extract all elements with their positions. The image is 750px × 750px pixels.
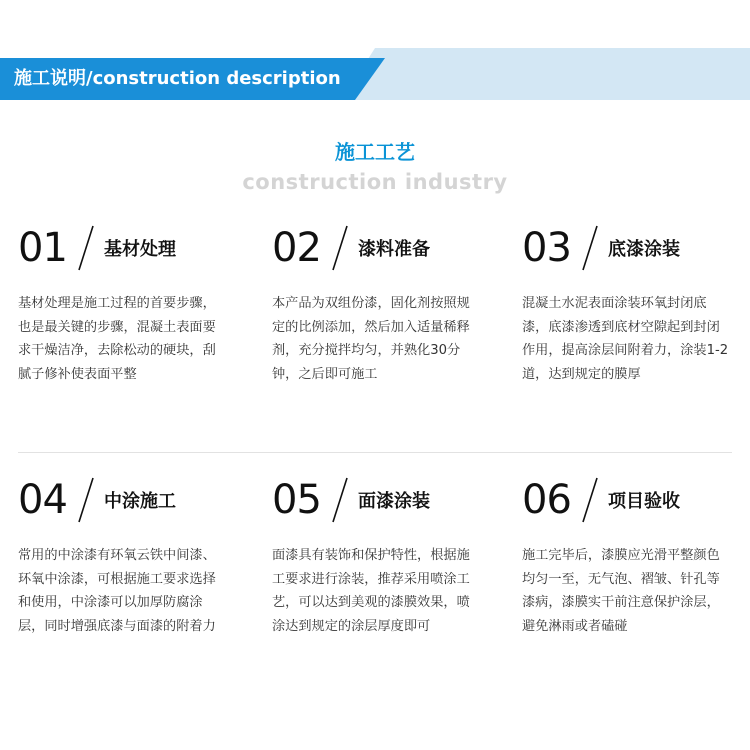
slash-divider-icon (76, 224, 96, 272)
step-title: 漆料准备 (358, 239, 430, 260)
section-subtitle: construction industry (242, 170, 508, 194)
step-title: 基材处理 (104, 239, 176, 260)
step-number: 06 (522, 477, 571, 523)
step-card-05 (272, 474, 507, 638)
step-header (18, 474, 253, 534)
row-divider (18, 452, 732, 453)
step-header (272, 222, 507, 282)
section-title: 施工工艺 (335, 140, 415, 164)
step-number: 03 (522, 225, 571, 271)
step-description: 基材处理是施工过程的首要步骤，也是最关键的步骤，混凝土表面要求干燥洁净，去除松动的硬块，刮腻子修补使表面平整 (18, 296, 216, 382)
step-header (522, 474, 750, 534)
step-header (18, 222, 253, 282)
step-header (272, 474, 507, 534)
step-description: 常用的中涂漆有环氧云铁中间漆、环氧中涂漆，可根据施工要求选择和使用，中涂漆可以加厚防腐涂层，同时增强底漆与面漆的附着力 (18, 548, 216, 634)
slash-divider-icon (330, 476, 350, 524)
step-card-03 (522, 222, 750, 386)
step-description: 本产品为双组份漆，固化剂按照规定的比例添加，然后加入适量稀释剂，充分搅拌均匀，并熟化30分钟，之后即可施工 (272, 296, 470, 382)
step-card-04 (18, 474, 253, 638)
step-description: 面漆具有装饰和保护特性，根据施工要求进行涂装，推荐采用喷涂工艺，可以达到美观的漆膜效果，喷涂达到规定的涂层厚度即可 (272, 548, 470, 634)
slash-divider-icon (580, 476, 600, 524)
step-description: 施工完毕后，漆膜应光滑平整颜色均匀一至，无气泡、褶皱、针孔等漆病，漆膜实干前注意保护涂层，避免淋雨或者磕碰 (522, 548, 720, 634)
slash-divider-icon (330, 224, 350, 272)
step-card-06 (522, 474, 750, 638)
step-title: 面漆涂装 (358, 491, 430, 512)
step-title: 中涂施工 (104, 491, 176, 512)
header-banner (0, 0, 750, 130)
step-title: 项目验收 (608, 491, 680, 512)
banner-shape (0, 0, 750, 130)
slash-divider-icon (580, 224, 600, 272)
slash-divider-icon (76, 476, 96, 524)
banner-light-band (342, 48, 750, 100)
step-number: 04 (18, 477, 67, 523)
step-number: 05 (272, 477, 321, 523)
step-number: 02 (272, 225, 321, 271)
step-title: 底漆涂装 (608, 239, 680, 260)
banner-title: 施工说明/construction description (14, 68, 341, 89)
step-description: 混凝土水泥表面涂装环氧封闭底漆，底漆渗透到底材空隙起到封闭作用，提高涂层间附着力，涂装1-2道，达到规定的膜厚 (522, 296, 729, 382)
step-card-02 (272, 222, 507, 386)
step-number: 01 (18, 225, 67, 271)
step-header (522, 222, 750, 282)
step-card-01 (18, 222, 253, 386)
